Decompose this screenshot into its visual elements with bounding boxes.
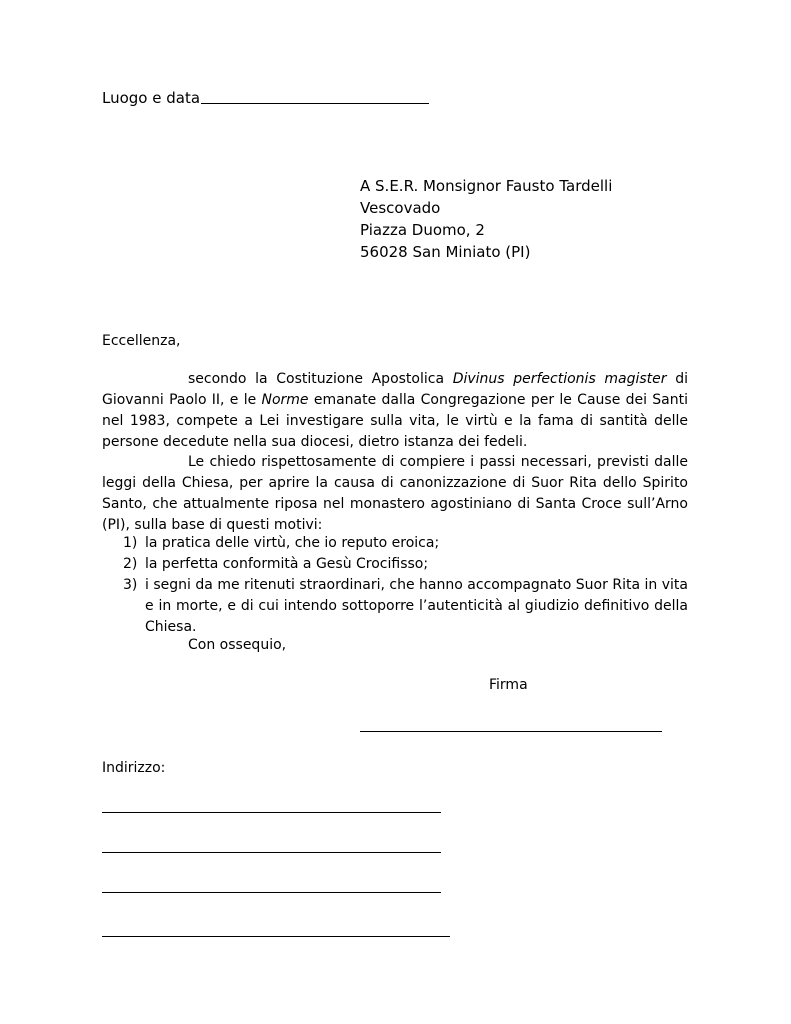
body-paragraph-1 — [102, 369, 688, 453]
list-item — [102, 575, 688, 638]
signature-label: Firma — [489, 677, 528, 693]
list-item — [102, 554, 688, 575]
recipient-line-2: Vescovado — [360, 199, 441, 217]
list-item-text: la pratica delle virtù, che io reputo eroica; — [145, 535, 440, 551]
salutation: Eccellenza, — [102, 333, 181, 349]
recipient-line-3: Piazza Duomo, 2 — [360, 221, 485, 239]
p1-italic-title: Divinus perfectionis magister — [452, 371, 667, 387]
p1-italic-norme: Norme — [261, 392, 309, 408]
place-date-field-line[interactable] — [201, 103, 429, 104]
list-item-number: 3) — [123, 577, 138, 593]
p1-text-a: secondo la Costituzione Apostolica — [188, 371, 453, 387]
reasons-list — [102, 533, 688, 638]
p2-text: Le chiedo rispettosamente di compiere i passi necessari, previsti dalle leggi della Chiesa, per aprire la causa di canonizzazione di Suor Rita dello Spirito Santo, che attualmente riposa nel monastero agostiniano di Santa Croce sull’Arno (PI), sulla base di questi motivi: — [102, 454, 688, 533]
p1-text-c: emanate dalla Congregazione per le Cause dei Santi nel 1983, compete a Lei investigare sulla vita, le virtù e la fama di santità delle persone decedute nella sua diocesi, dietro istanza dei fedeli. — [102, 392, 688, 450]
list-item-text: i segni da me ritenuti straordinari, che hanno accompagnato Suor Rita in vita e in morte, e di cui intendo sottoporre l’autenticità al giudizio definitivo della Chiesa. — [145, 577, 688, 635]
place-date-label: Luogo e data — [102, 89, 201, 107]
list-item-number: 2) — [123, 556, 138, 572]
signature-field-line[interactable] — [360, 731, 662, 732]
address-field-line-1[interactable] — [102, 812, 441, 813]
list-item — [102, 533, 688, 554]
list-item-number: 1) — [123, 535, 138, 551]
address-field-line-3[interactable] — [102, 892, 441, 893]
recipient-line-4: 56028 San Miniato (PI) — [360, 243, 531, 261]
list-item-text: la perfetta conformità a Gesù Crocifisso; — [145, 556, 429, 572]
recipient-line-1: A S.E.R. Monsignor Fausto Tardelli — [360, 177, 613, 195]
address-field-line-2[interactable] — [102, 852, 441, 853]
address-label: Indirizzo: — [102, 760, 166, 776]
closing: Con ossequio, — [188, 637, 287, 653]
p1-text-b: di Giovanni Paolo II, e le — [102, 371, 688, 408]
body-paragraph-2 — [102, 452, 688, 536]
address-field-line-4[interactable] — [102, 936, 450, 937]
